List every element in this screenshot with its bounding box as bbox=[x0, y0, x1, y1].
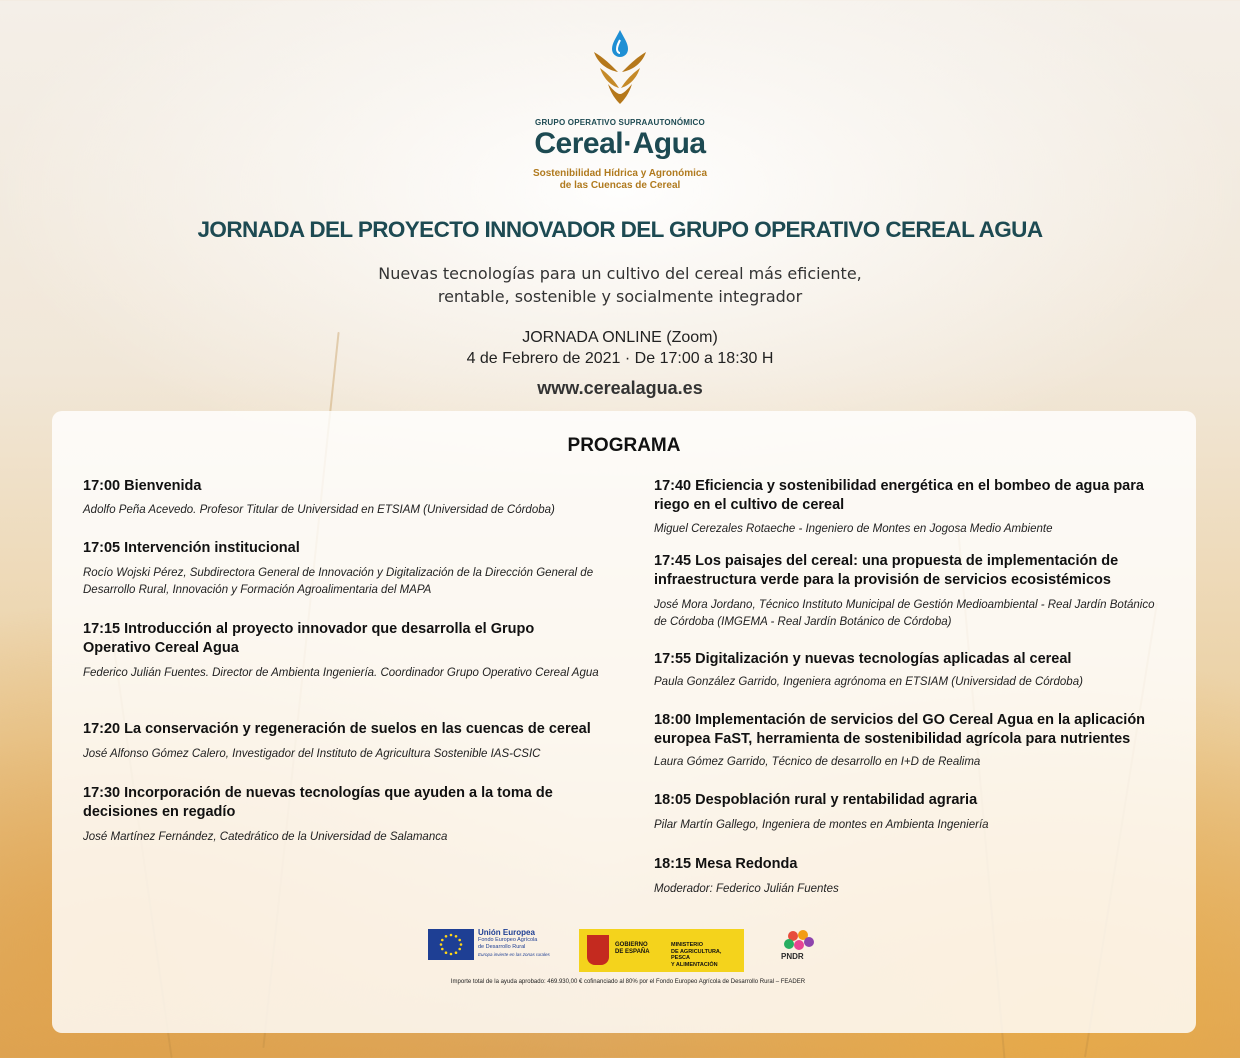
program-item bbox=[654, 650, 1174, 691]
gov-text bbox=[615, 942, 665, 956]
program-item-title: 18:00 Implementación de servicios del GO Cereal Agua en la aplicación europea FaST, herramienta de sostenibilidad agrícola para nutrientes bbox=[654, 712, 1146, 747]
program-item-speaker: Adolfo Peña Acevedo. Profesor Titular de Universidad en ETSIAM (Universidad de Córdoba) bbox=[83, 504, 555, 516]
subtitle-line2: rentable, sostenible y socialmente integrador bbox=[437, 287, 803, 306]
gobierno-espana-logo bbox=[579, 929, 744, 972]
program-item-title: 17:00 Bienvenida bbox=[83, 478, 202, 494]
eu-fund-line2: de Desarrollo Rural bbox=[478, 943, 526, 950]
program-item bbox=[83, 620, 603, 682]
program-item-speaker: Federico Julián Fuentes. Director de Ambienta Ingeniería. Coordinador Grupo Operativo Cereal Agua bbox=[83, 667, 599, 679]
pndr-label: PNDR bbox=[781, 952, 804, 961]
website-link[interactable]: www.cerealagua.es bbox=[537, 378, 703, 398]
program-item-title: 17:20 La conservación y regeneración de suelos en las cuencas de cereal bbox=[83, 721, 591, 737]
program-item-speaker: Pilar Martín Gallego, Ingeniera de montes en Ambienta Ingeniería bbox=[654, 819, 989, 831]
program-panel bbox=[52, 411, 1196, 1033]
program-item-title: 17:40 Eficiencia y sostenibilidad energética en el bombeo de agua para riego en el cultivo de cereal bbox=[654, 478, 1144, 513]
brand-name: Cereal·Agua bbox=[534, 127, 706, 160]
program-item bbox=[83, 477, 613, 519]
event-type: JORNADA ONLINE (Zoom) bbox=[522, 329, 718, 346]
brand-group-label: GRUPO OPERATIVO SUPRAAUTONÓMICO bbox=[535, 118, 705, 127]
program-item-speaker: José Mora Jordano, Técnico Instituto Municipal de Gestión Medioambiental - Real Jardín Botánico de Córdoba (IMGEMA - Real Jardín Botánico de Córdoba) bbox=[654, 599, 1155, 628]
program-item bbox=[654, 855, 1174, 898]
program-item-title: 18:05 Despoblación rural y rentabilidad agraria bbox=[654, 792, 978, 808]
program-item-speaker: Rocío Wojski Pérez, Subdirectora General de Innovación y Digitalización de la Dirección General de Desarrollo Rural, Innovación y Formación Agroalimentaria del MAPA bbox=[83, 567, 594, 596]
page-title: JORNADA DEL PROYECTO INNOVADOR DEL GRUPO OPERATIVO CEREAL AGUA bbox=[197, 217, 1043, 242]
program-item-speaker: Paula González Garrido, Ingeniera agrónoma en ETSIAM (Universidad de Córdoba) bbox=[654, 676, 1083, 688]
sponsor-logos bbox=[428, 929, 848, 999]
program-item-title: 18:15 Mesa Redonda bbox=[654, 856, 798, 872]
program-item-speaker: Laura Gómez Garrido, Técnico de desarrollo en I+D de Realima bbox=[654, 756, 981, 768]
program-item-speaker: Moderador: Federico Julián Fuentes bbox=[654, 883, 839, 895]
gov-line2: DE ESPAÑA bbox=[615, 949, 650, 955]
program-item bbox=[83, 784, 603, 846]
subtitle-line1: Nuevas tecnologías para un cultivo del cereal más eficiente, bbox=[378, 264, 862, 283]
ministry-line2: DE AGRICULTURA, PESCA bbox=[671, 948, 722, 961]
program-item bbox=[654, 552, 1164, 631]
program-item-speaker: José Alfonso Gómez Calero, Investigador del Instituto de Agricultura Sostenible IAS-CSIC bbox=[83, 748, 541, 760]
program-item bbox=[654, 791, 1174, 834]
brand-tagline bbox=[0, 168, 1240, 192]
brand-tagline-line2: de las Cuencas de Cereal bbox=[559, 180, 681, 191]
brand-tagline-line1: Sostenibilidad Hídrica y Agronómica bbox=[532, 168, 708, 179]
program-item-title: 17:30 Incorporación de nuevas tecnologías que ayuden a la toma de decisiones en regadío bbox=[83, 785, 553, 820]
ministry-line1: MINISTERIO bbox=[671, 942, 704, 948]
cereal-agua-logo-icon bbox=[580, 28, 660, 108]
eu-title: Unión Europea bbox=[478, 928, 535, 937]
program-heading: PROGRAMA bbox=[567, 435, 681, 456]
program-item-title: 17:05 Intervención institucional bbox=[83, 540, 300, 556]
program-item-title: 17:55 Digitalización y nuevas tecnologías aplicadas al cereal bbox=[654, 651, 1072, 667]
program-item-speaker: Miguel Cerezales Rotaeche - Ingeniero de Montes en Jogosa Medio Ambiente bbox=[654, 523, 1053, 535]
eu-motto: Europa invierte en las zonas rurales bbox=[478, 952, 550, 957]
subtitle bbox=[0, 262, 1240, 308]
program-item-title: 17:15 Introducción al proyecto innovador que desarrolla el Grupo Operativo Cereal Agua bbox=[83, 621, 535, 656]
eu-fund-line1: Fondo Europeo Agrícola bbox=[478, 937, 538, 943]
program-item-speaker: José Martínez Fernández, Catedrático de la Universidad de Salamanca bbox=[83, 831, 448, 843]
program-item bbox=[654, 477, 1159, 538]
coat-of-arms-icon bbox=[587, 935, 609, 965]
program-item bbox=[654, 711, 1184, 771]
program-item bbox=[83, 720, 623, 763]
funding-note: Importe total de la ayuda aprobado: 469.930,00 € cofinanciado al 80% por el Fondo Europeo Agrícola de Desarrollo Rural – FEADER bbox=[450, 979, 806, 985]
event-date: 4 de Febrero de 2021 · De 17:00 a 18:30 H bbox=[466, 350, 774, 367]
ministry-line3: Y ALIMENTACIÓN bbox=[671, 961, 718, 968]
eu-text bbox=[478, 929, 558, 958]
ministry-text bbox=[671, 942, 741, 968]
program-item-title: 17:45 Los paisajes del cereal: una propuesta de implementación de infraestructura verde para la provisión de servicios ecosistémicos bbox=[654, 553, 1119, 588]
program-item bbox=[83, 539, 613, 599]
gov-line1: GOBIERNO bbox=[615, 942, 648, 948]
eu-flag-icon bbox=[428, 929, 474, 960]
